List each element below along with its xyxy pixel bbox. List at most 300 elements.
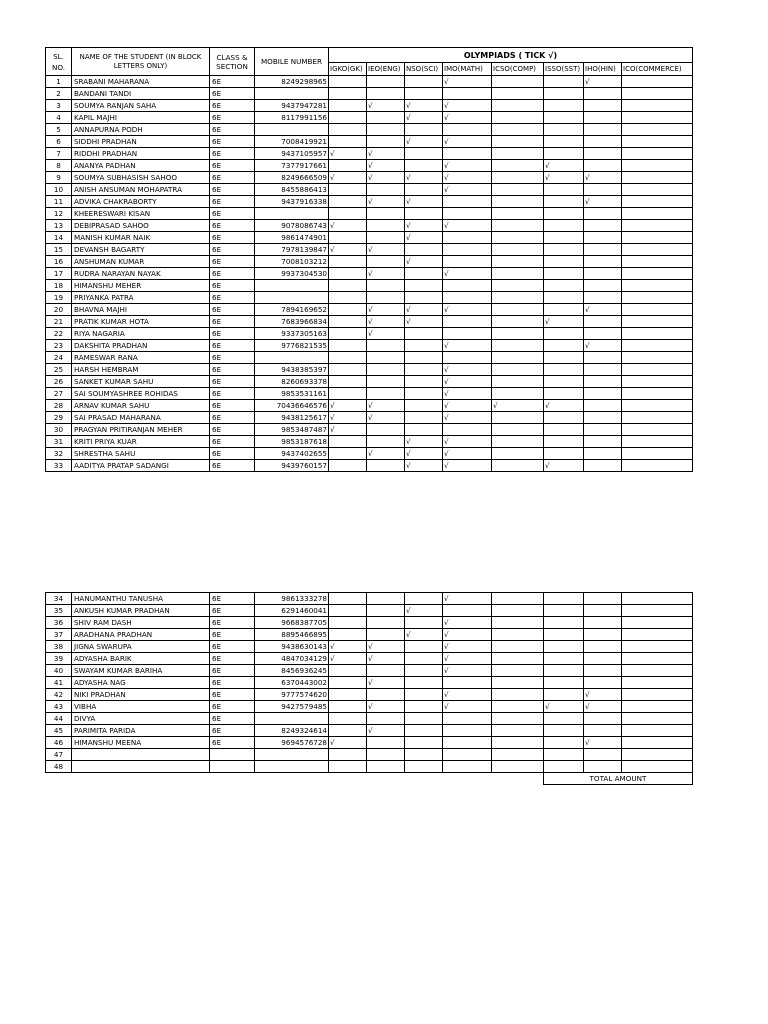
table-row [46, 100, 693, 112]
olympiad-tick-cell [367, 761, 405, 773]
mobile-number-cell: 7008419921 [255, 136, 329, 148]
header-mobile-number: MOBILE NUMBER [255, 48, 329, 76]
olympiad-tick-cell [329, 328, 367, 340]
olympiad-tick-cell [492, 424, 544, 436]
olympiad-tick-cell: √ [405, 460, 443, 472]
student-name-cell: KAPIL MAJHI [72, 112, 210, 124]
sl-cell: 11 [46, 196, 72, 208]
mobile-number-cell: 7894169652 [255, 304, 329, 316]
olympiad-tick-cell: √ [443, 160, 492, 172]
olympiad-tick-cell [329, 232, 367, 244]
olympiad-tick-cell [329, 304, 367, 316]
header-iho: IHO(HIN) [584, 63, 622, 76]
class-section-cell: 6E [210, 76, 255, 88]
olympiad-tick-cell [584, 316, 622, 328]
olympiad-tick-cell: √ [443, 641, 492, 653]
table-row [46, 124, 693, 136]
class-section-cell: 6E [210, 172, 255, 184]
olympiad-tick-cell [405, 88, 443, 100]
olympiad-tick-cell [492, 304, 544, 316]
olympiad-tick-cell: √ [367, 244, 405, 256]
class-section-cell: 6E [210, 665, 255, 677]
olympiad-tick-cell [584, 292, 622, 304]
mobile-number-cell: 70436646576 [255, 400, 329, 412]
olympiad-tick-cell [622, 653, 693, 665]
olympiad-tick-cell [544, 665, 584, 677]
sl-cell: 16 [46, 256, 72, 268]
student-name-cell: MANISH KUMAR NAIK [72, 232, 210, 244]
olympiad-tick-cell [405, 713, 443, 725]
sl-cell: 31 [46, 436, 72, 448]
sl-cell: 33 [46, 460, 72, 472]
olympiad-tick-cell [622, 424, 693, 436]
sl-cell: 43 [46, 701, 72, 713]
olympiad-tick-cell [329, 593, 367, 605]
olympiad-tick-cell [443, 208, 492, 220]
sl-cell: 19 [46, 292, 72, 304]
olympiad-tick-cell: √ [443, 136, 492, 148]
olympiad-tick-cell [405, 641, 443, 653]
sl-cell: 35 [46, 605, 72, 617]
olympiad-tick-cell [492, 701, 544, 713]
student-name-cell: HANUMANTHU TANUSHA [72, 593, 210, 605]
sl-cell: 14 [46, 232, 72, 244]
olympiad-tick-cell [492, 677, 544, 689]
olympiad-tick-cell [329, 160, 367, 172]
olympiad-tick-cell [329, 713, 367, 725]
student-name-cell: SAI SOUMYASHREE ROHIDAS [72, 388, 210, 400]
mobile-number-cell [255, 352, 329, 364]
olympiad-tick-cell: √ [405, 448, 443, 460]
olympiad-tick-cell: √ [405, 112, 443, 124]
olympiad-tick-cell [544, 388, 584, 400]
sl-cell: 7 [46, 148, 72, 160]
student-name-cell: ANISH ANSUMAN MOHAPATRA [72, 184, 210, 196]
olympiad-tick-cell [544, 148, 584, 160]
olympiad-tick-cell [622, 208, 693, 220]
olympiad-tick-cell [622, 256, 693, 268]
olympiad-tick-cell: √ [367, 641, 405, 653]
olympiad-tick-cell [405, 725, 443, 737]
class-section-cell: 6E [210, 340, 255, 352]
sl-cell: 38 [46, 641, 72, 653]
olympiad-tick-cell [544, 232, 584, 244]
olympiad-tick-cell [622, 196, 693, 208]
mobile-number-cell: 9861333278 [255, 593, 329, 605]
class-section-cell: 6E [210, 436, 255, 448]
sl-cell: 25 [46, 364, 72, 376]
olympiad-tick-cell [544, 749, 584, 761]
olympiad-tick-cell: √ [443, 76, 492, 88]
class-section-cell: 6E [210, 232, 255, 244]
sl-cell: 36 [46, 617, 72, 629]
sl-cell: 3 [46, 100, 72, 112]
olympiad-tick-cell [492, 713, 544, 725]
olympiad-tick-cell: √ [329, 424, 367, 436]
olympiad-tick-cell: √ [405, 196, 443, 208]
olympiad-tick-cell [329, 725, 367, 737]
olympiad-tick-cell [584, 220, 622, 232]
table-row [46, 256, 693, 268]
olympiad-tick-cell [329, 749, 367, 761]
olympiad-tick-cell [492, 136, 544, 148]
student-name-cell: AADITYA PRATAP SADANGI [72, 460, 210, 472]
olympiad-tick-cell [492, 617, 544, 629]
olympiad-tick-cell [443, 605, 492, 617]
table-row [46, 725, 693, 737]
sl-cell: 1 [46, 76, 72, 88]
student-name-cell: SOUMYA RANJAN SAHA [72, 100, 210, 112]
table-row [46, 244, 693, 256]
olympiad-tick-cell: √ [405, 100, 443, 112]
olympiad-tick-cell [622, 148, 693, 160]
sl-cell: 18 [46, 280, 72, 292]
olympiad-tick-cell [367, 88, 405, 100]
olympiad-tick-cell [544, 100, 584, 112]
olympiad-tick-cell [405, 689, 443, 701]
olympiad-tick-cell: √ [329, 737, 367, 749]
table-row [46, 400, 693, 412]
olympiad-tick-cell [492, 292, 544, 304]
olympiad-tick-cell [584, 629, 622, 641]
class-section-cell: 6E [210, 689, 255, 701]
olympiad-tick-cell [544, 124, 584, 136]
olympiad-tick-cell [492, 641, 544, 653]
mobile-number-cell [255, 208, 329, 220]
class-section-cell: 6E [210, 352, 255, 364]
olympiad-tick-cell [329, 436, 367, 448]
olympiad-tick-cell [367, 689, 405, 701]
olympiad-tick-cell: √ [367, 677, 405, 689]
olympiad-tick-cell: √ [367, 328, 405, 340]
class-section-cell: 6E [210, 424, 255, 436]
olympiad-tick-cell [544, 424, 584, 436]
olympiad-tick-cell [492, 76, 544, 88]
olympiad-tick-cell: √ [443, 593, 492, 605]
olympiad-tick-cell [584, 100, 622, 112]
student-name-cell: BHAVNA MAJHI [72, 304, 210, 316]
class-section-cell: 6E [210, 376, 255, 388]
olympiad-tick-cell [584, 400, 622, 412]
class-section-cell [210, 761, 255, 773]
olympiad-tick-cell [492, 112, 544, 124]
student-name-cell: ANSHUMAN KUMAR [72, 256, 210, 268]
olympiad-tick-cell [405, 677, 443, 689]
olympiad-tick-cell: √ [405, 136, 443, 148]
student-olympiad-table-part2 [45, 592, 693, 785]
table-row [46, 196, 693, 208]
olympiad-tick-cell [544, 641, 584, 653]
olympiad-tick-cell [329, 184, 367, 196]
olympiad-tick-cell [544, 244, 584, 256]
olympiad-tick-cell [544, 256, 584, 268]
sl-cell: 26 [46, 376, 72, 388]
olympiad-tick-cell [367, 220, 405, 232]
olympiad-tick-cell [405, 617, 443, 629]
olympiad-tick-cell [584, 244, 622, 256]
class-section-cell: 6E [210, 244, 255, 256]
olympiad-tick-cell [329, 292, 367, 304]
olympiad-tick-cell [492, 605, 544, 617]
mobile-number-cell: 9427579485 [255, 701, 329, 713]
olympiad-tick-cell: √ [367, 268, 405, 280]
sl-cell: 42 [46, 689, 72, 701]
class-section-cell: 6E [210, 184, 255, 196]
olympiad-tick-cell [584, 436, 622, 448]
olympiad-tick-cell [492, 593, 544, 605]
sl-cell: 39 [46, 653, 72, 665]
olympiad-tick-cell [443, 244, 492, 256]
olympiad-tick-cell [492, 100, 544, 112]
olympiad-tick-cell: √ [405, 605, 443, 617]
mobile-number-cell: 9853531161 [255, 388, 329, 400]
mobile-number-cell: 9853187618 [255, 436, 329, 448]
class-section-cell: 6E [210, 304, 255, 316]
header-igko: IGKO(GK) [329, 63, 367, 76]
olympiad-tick-cell [584, 388, 622, 400]
student-name-cell: ARNAV KUMAR SAHU [72, 400, 210, 412]
olympiad-tick-cell [367, 184, 405, 196]
olympiad-tick-cell [367, 112, 405, 124]
olympiad-tick-cell [584, 112, 622, 124]
sl-cell: 21 [46, 316, 72, 328]
olympiad-tick-cell [405, 424, 443, 436]
olympiad-tick-cell [544, 689, 584, 701]
olympiad-tick-cell [622, 316, 693, 328]
sl-cell: 32 [46, 448, 72, 460]
olympiad-tick-cell [622, 400, 693, 412]
olympiad-tick-cell [622, 184, 693, 196]
olympiad-tick-cell [367, 593, 405, 605]
class-section-cell: 6E [210, 316, 255, 328]
olympiad-tick-cell: √ [367, 304, 405, 316]
mobile-number-cell: 8249324614 [255, 725, 329, 737]
olympiad-tick-cell [492, 448, 544, 460]
olympiad-tick-cell [405, 148, 443, 160]
olympiad-tick-cell [443, 256, 492, 268]
mobile-number-cell [255, 713, 329, 725]
table-row [46, 88, 693, 100]
mobile-number-cell [255, 761, 329, 773]
olympiad-tick-cell [584, 160, 622, 172]
olympiad-tick-cell: √ [367, 725, 405, 737]
olympiad-tick-cell [492, 316, 544, 328]
olympiad-tick-cell [329, 256, 367, 268]
olympiad-tick-cell [367, 749, 405, 761]
olympiad-tick-cell [492, 340, 544, 352]
class-section-cell: 6E [210, 160, 255, 172]
table-row [46, 460, 693, 472]
olympiad-tick-cell [622, 713, 693, 725]
student-name-cell: RUDRA NARAYAN NAYAK [72, 268, 210, 280]
sl-cell: 6 [46, 136, 72, 148]
olympiad-tick-cell [492, 328, 544, 340]
student-name-cell: ARADHANA PRADHAN [72, 629, 210, 641]
student-name-cell: SOUMYA SUBHASISH SAHOO [72, 172, 210, 184]
olympiad-tick-cell [544, 653, 584, 665]
table-row [46, 280, 693, 292]
olympiad-tick-cell [329, 196, 367, 208]
olympiad-tick-cell: √ [443, 376, 492, 388]
olympiad-tick-cell: √ [329, 653, 367, 665]
olympiad-tick-cell: √ [367, 448, 405, 460]
olympiad-tick-cell [544, 112, 584, 124]
table-row [46, 641, 693, 653]
header-sl-no: SL. NO. [46, 48, 72, 76]
table-row [46, 316, 693, 328]
sl-cell: 12 [46, 208, 72, 220]
olympiad-tick-cell: √ [443, 220, 492, 232]
student-name-cell: HARSH HEMBRAM [72, 364, 210, 376]
olympiad-tick-cell [329, 340, 367, 352]
olympiad-tick-cell [405, 400, 443, 412]
olympiad-tick-cell [622, 665, 693, 677]
table-row [46, 448, 693, 460]
olympiad-tick-cell: √ [405, 232, 443, 244]
student-olympiad-table-part1 [45, 47, 693, 472]
olympiad-tick-cell: √ [443, 701, 492, 713]
class-section-cell: 6E [210, 112, 255, 124]
olympiad-tick-cell: √ [544, 400, 584, 412]
olympiad-tick-cell [443, 725, 492, 737]
olympiad-tick-cell [622, 376, 693, 388]
olympiad-tick-cell [443, 196, 492, 208]
olympiad-tick-cell: √ [584, 689, 622, 701]
table-row [46, 352, 693, 364]
sl-cell: 22 [46, 328, 72, 340]
student-name-cell: VIBHA [72, 701, 210, 713]
olympiad-tick-cell: √ [443, 448, 492, 460]
olympiad-tick-cell [544, 328, 584, 340]
mobile-number-cell: 7683966834 [255, 316, 329, 328]
olympiad-tick-cell [443, 316, 492, 328]
olympiad-tick-cell [329, 112, 367, 124]
student-name-cell: ANNAPURNA PODH [72, 124, 210, 136]
olympiad-tick-cell [544, 617, 584, 629]
olympiad-tick-cell: √ [367, 701, 405, 713]
mobile-number-cell [255, 292, 329, 304]
student-name-cell: SHRESTHA SAHU [72, 448, 210, 460]
sl-cell: 17 [46, 268, 72, 280]
table-row [46, 629, 693, 641]
olympiad-tick-cell: √ [443, 172, 492, 184]
table-row [46, 653, 693, 665]
class-section-cell: 6E [210, 100, 255, 112]
olympiad-tick-cell [329, 460, 367, 472]
table-row [46, 340, 693, 352]
table-row [46, 328, 693, 340]
olympiad-tick-cell [492, 256, 544, 268]
olympiad-tick-cell: √ [584, 340, 622, 352]
table-row [46, 376, 693, 388]
olympiad-tick-cell [622, 76, 693, 88]
olympiad-tick-cell [622, 244, 693, 256]
table-row [46, 436, 693, 448]
olympiad-tick-cell [622, 160, 693, 172]
mobile-number-cell [255, 749, 329, 761]
olympiad-tick-cell: √ [367, 653, 405, 665]
sl-cell: 44 [46, 713, 72, 725]
header-imo: IMO(MATH) [443, 63, 492, 76]
olympiad-tick-cell [584, 352, 622, 364]
olympiad-tick-cell [584, 232, 622, 244]
mobile-number-cell: 9437947281 [255, 100, 329, 112]
olympiad-tick-cell: √ [405, 629, 443, 641]
olympiad-tick-cell [443, 232, 492, 244]
mobile-number-cell: 8117991156 [255, 112, 329, 124]
header-class-section: CLASS & SECTION [210, 48, 255, 76]
class-section-cell: 6E [210, 268, 255, 280]
mobile-number-cell: 9668387705 [255, 617, 329, 629]
mobile-number-cell: 9437105957 [255, 148, 329, 160]
mobile-number-cell: 9078086743 [255, 220, 329, 232]
olympiad-tick-cell [367, 208, 405, 220]
student-name-cell: RIYA NAGARIA [72, 328, 210, 340]
olympiad-tick-cell [584, 328, 622, 340]
olympiad-tick-cell [544, 220, 584, 232]
class-section-cell: 6E [210, 629, 255, 641]
table-row [46, 172, 693, 184]
olympiad-tick-cell [492, 268, 544, 280]
olympiad-tick-cell [329, 268, 367, 280]
olympiad-tick-cell [443, 352, 492, 364]
olympiad-tick-cell [329, 677, 367, 689]
olympiad-tick-cell [367, 436, 405, 448]
header-ico: ICO(COMMERCE) [622, 63, 693, 76]
olympiad-tick-cell [544, 88, 584, 100]
olympiad-tick-cell [544, 184, 584, 196]
header-nso: NSO(SCI) [405, 63, 443, 76]
olympiad-tick-cell: √ [443, 460, 492, 472]
sl-cell: 41 [46, 677, 72, 689]
table-row [46, 76, 693, 88]
table-row [46, 689, 693, 701]
class-section-cell: 6E [210, 256, 255, 268]
olympiad-tick-cell [544, 436, 584, 448]
student-name-cell: SAI PRASAD MAHARANA [72, 412, 210, 424]
olympiad-tick-cell: √ [367, 412, 405, 424]
olympiad-tick-cell [329, 617, 367, 629]
olympiad-tick-cell [544, 412, 584, 424]
table-row [46, 208, 693, 220]
class-section-cell: 6E [210, 737, 255, 749]
olympiad-tick-cell: √ [405, 220, 443, 232]
olympiad-tick-cell [367, 280, 405, 292]
table-row [46, 148, 693, 160]
olympiad-tick-cell [544, 208, 584, 220]
olympiad-tick-cell: √ [544, 172, 584, 184]
olympiad-tick-cell [405, 388, 443, 400]
olympiad-tick-cell [329, 316, 367, 328]
olympiad-tick-cell [329, 761, 367, 773]
student-name-cell: DAKSHITA PRADHAN [72, 340, 210, 352]
olympiad-tick-cell [622, 136, 693, 148]
olympiad-tick-cell [492, 184, 544, 196]
table-row [46, 713, 693, 725]
olympiad-tick-cell: √ [443, 665, 492, 677]
student-name-cell: DEVANSH BAGARTY [72, 244, 210, 256]
olympiad-tick-cell [622, 232, 693, 244]
olympiad-tick-cell [367, 76, 405, 88]
header-isso: ISSO(SST) [544, 63, 584, 76]
olympiad-tick-cell: √ [443, 400, 492, 412]
olympiad-tick-cell [405, 749, 443, 761]
olympiad-tick-cell [544, 76, 584, 88]
sl-cell: 8 [46, 160, 72, 172]
olympiad-tick-cell [584, 725, 622, 737]
olympiad-tick-cell [544, 593, 584, 605]
class-section-cell: 6E [210, 124, 255, 136]
